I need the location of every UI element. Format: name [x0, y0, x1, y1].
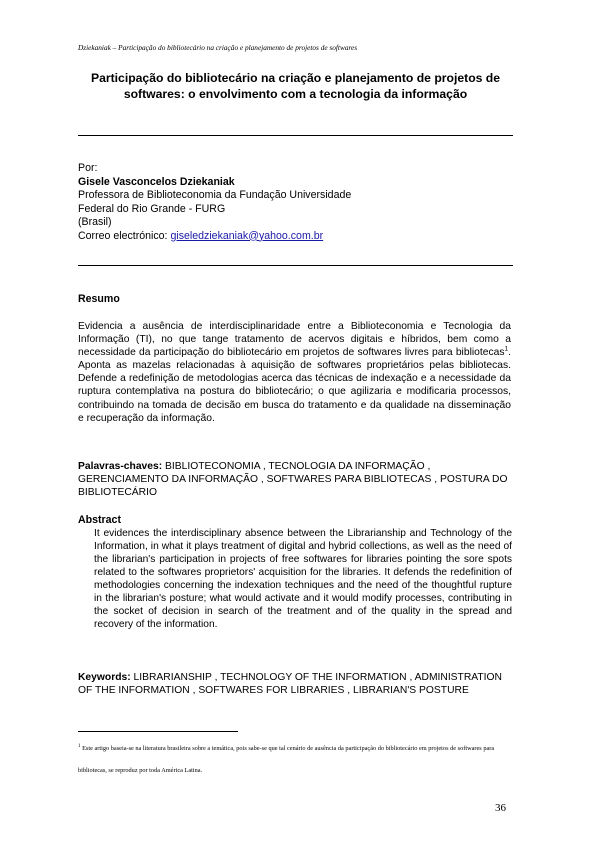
keywords-text: LIBRARIANSHIP , TECHNOLOGY OF THE INFORMATION , ADMINISTRATION OF THE INFORMATION , SOFTWARES FOR LIBRARIES , LIBRARIAN'S POSTURE: [78, 672, 502, 696]
running-header: Dziekaniak – Participação do bibliotecário na criação e planejamento de projetos de softwares: [78, 43, 358, 52]
palavras-chaves: [78, 460, 513, 499]
footnote: [78, 738, 518, 782]
palavras-chaves-label: Palavras-chaves:: [78, 461, 163, 472]
footnote-text: Este artigo baseia-se na literatura brasileira sobre a temática, pois sabe-se que tal cenário de ausência da participação do bibliotecário em projetos de softwares para bibliotecas, se reproduz por toda América Latina.: [78, 745, 495, 774]
paper-title: Participação do bibliotecário na criação e planejamento de projetos de softwares: o envolvimento com a tecnologia da informação: [90, 71, 501, 101]
por-label: Por:: [78, 162, 98, 174]
affiliation-line: (Brasil): [78, 216, 112, 228]
keywords-label: Keywords:: [78, 672, 131, 683]
footnote-divider: [78, 731, 238, 732]
email-label: Correo electrónico:: [78, 229, 171, 242]
affiliation-line: Professora de Biblioteconomia da Fundação Universidade: [78, 189, 352, 201]
resumo-text: Evidencia a ausência de interdisciplinaridade entre a Biblioteconomia e Tecnologia da Informação (TI), no que tange tratamento de acervos digitais e híbridos, bem como a necessidade da participação do bibliotecário em projetos de softwares livres para bibliotecas$^1$. Aponta as mazelas relacionadas à aquisição de softwares proprietários pelas bibliotecas. Defende a redefinição de metodologias acerca das técnicas de indexação e a necessidade da ruptura contemplativa na postura do bibliotecário; o que agilizaria e modificaria processos, contribuindo na tomada de decisão em busca do tratamento e da qualidade na disseminação e recuperação da informação.: [78, 321, 511, 424]
email-link[interactable]: giseledziekaniak@yahoo.com.br: [170, 229, 324, 242]
author-block: [78, 162, 513, 243]
palavras-chaves-text: BIBLIOTECONOMIA , TECNOLOGIA DA INFORMAÇÃO , GERENCIAMENTO DA INFORMAÇÃO , SOFTWARES PARA BIBLIOTECAS , POSTURA DO BIBLIOTECÁRIO: [78, 461, 508, 498]
affiliation-line: Federal do Rio Grande - FURG: [78, 202, 226, 215]
author-divider: [78, 265, 513, 266]
email-line: [78, 230, 513, 244]
page-number: 36: [495, 802, 506, 814]
footnote-marker: 1: [78, 743, 81, 749]
keywords: [78, 671, 513, 697]
author-name: Gisele Vasconcelos Dziekaniak: [78, 175, 235, 188]
abstract-text: It evidences the interdisciplinary absence between the Librarianship and Technology of the Information, in what it plays treatment of digital and hybrid collections, as well as the need of the librarian's participation in projects of free softwares for libraries pointing the sore spots related to the softwares proprietors' acquisition for the libraries. It defends the redefinition of methodologies concerning the indexation techniques and the need of the thoughtful rupture in the librarian's posture; what would activate and it would modify processes, contributing in the socket of decision in search of the treatment and of the quality in the spread and recovery of the information.: [94, 528, 512, 630]
abstract-heading: Abstract: [78, 514, 121, 526]
footnote-reference[interactable]: 1: [504, 345, 509, 353]
title-divider: [78, 135, 513, 136]
resumo-heading: Resumo: [78, 293, 120, 305]
